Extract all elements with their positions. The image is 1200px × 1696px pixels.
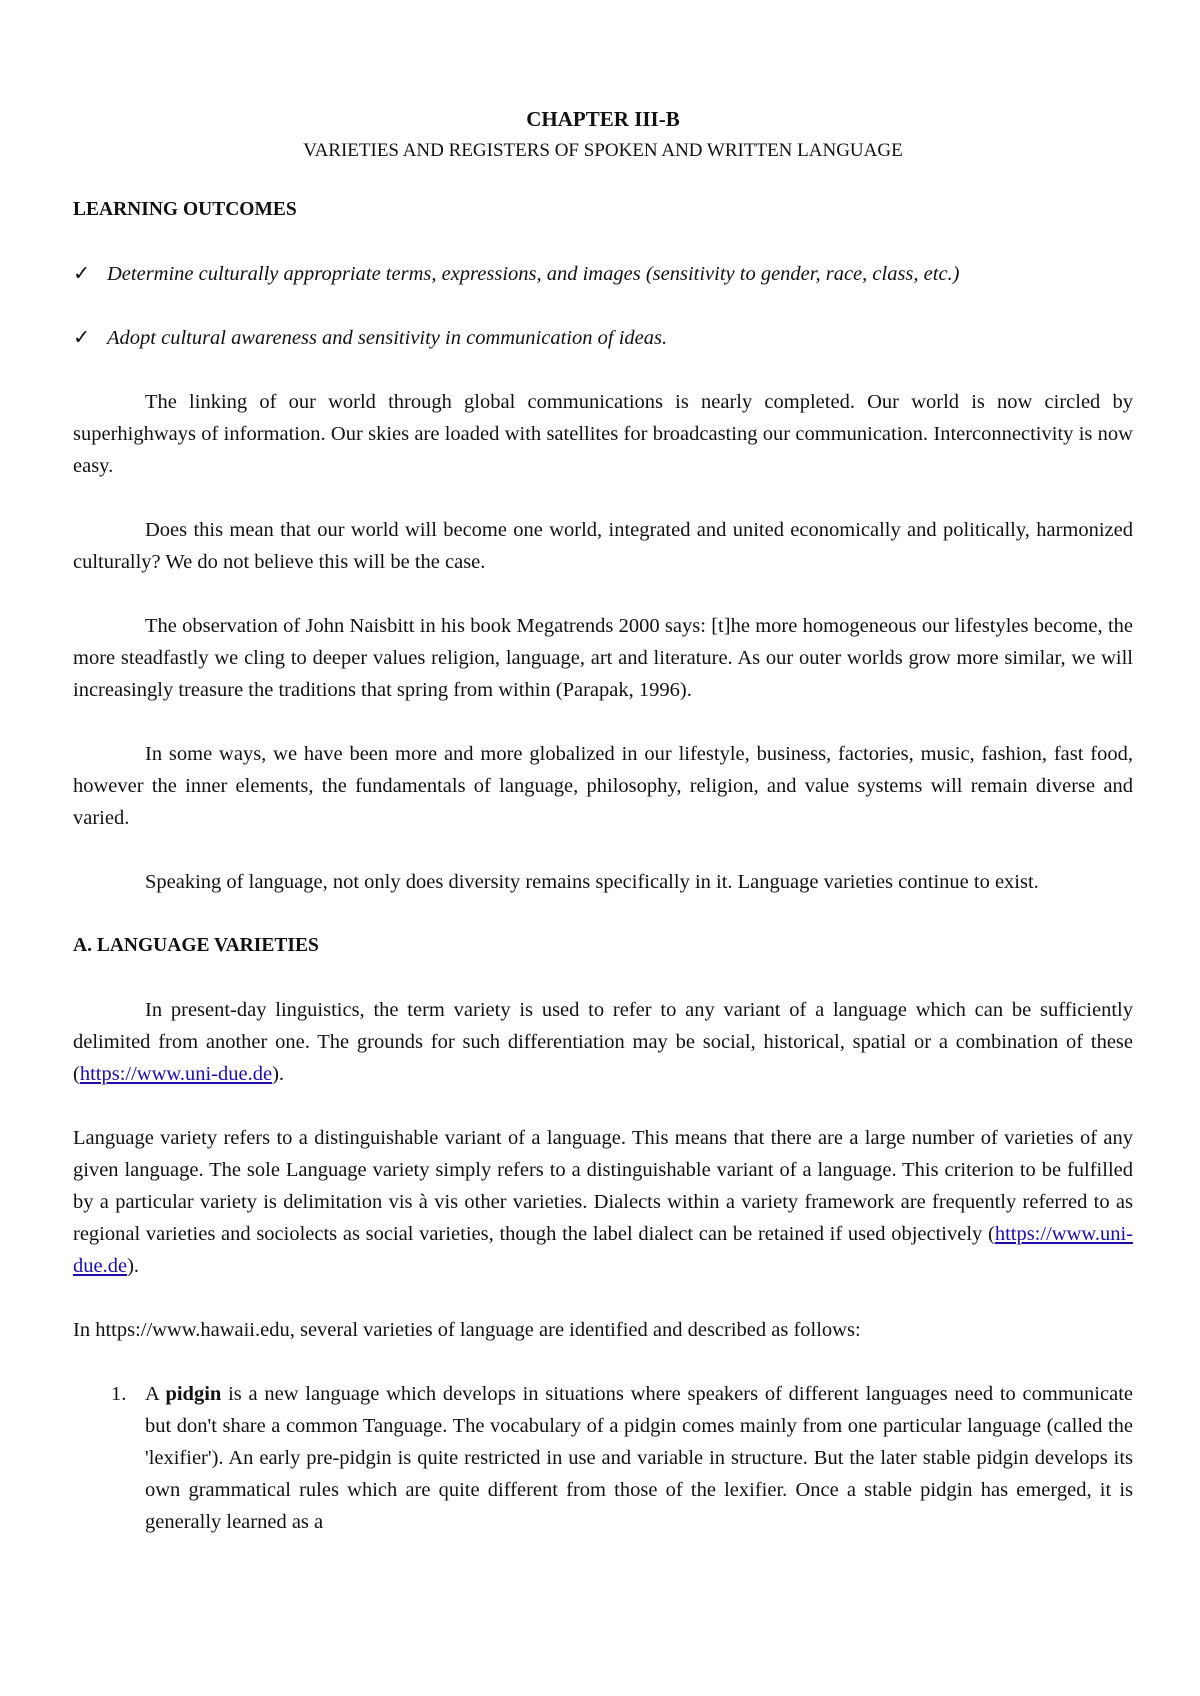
- body-paragraph: Speaking of language, not only does diversity remains specifically in it. Language varieties continue to exist.: [145, 871, 1039, 893]
- uni-due-link[interactable]: https://www.uni-due.de: [79, 1063, 273, 1085]
- uni-due-link[interactable]: https://www.uni-due.de: [73, 1223, 1133, 1277]
- section-a-heading: A. LANGUAGE VARIETIES: [73, 935, 319, 956]
- list-item-body: is a new language which develops in situations where speakers of different languages need to communicate but don't share a common Tanguage. The vocabulary of a pidgin comes mainly from one particular language (called the 'lexifier'). An early pre-pidgin is quite restricted in use and variable in structure. But the later stable pidgin develops its own grammatical rules which are quite different from those of the lexifier. Once a stable pidgin has emerged, it is generally learned as a: [145, 1383, 1133, 1533]
- paragraph-text: Language variety refers to a distinguishable variant of a language. This means that there are a large number of varieties of any given language. The sole Language variety simply refers to a distinguishable variant of a language. This criterion to be fulfilled by a particular variety is delimitation vis à vis other varieties. Dialects within a variety framework are frequently referred to as regional varieties and sociolects as social varieties, though the label dialect can be retained if used objectively (: [73, 1127, 1133, 1245]
- learning-outcomes-heading: LEARNING OUTCOMES: [73, 199, 297, 220]
- chapter-title: CHAPTER III-B: [526, 107, 680, 131]
- section-a-paragraph: [73, 994, 1133, 1090]
- section-a-paragraph: [73, 1122, 1133, 1282]
- body-paragraph: The observation of John Naisbitt in his book Megatrends 2000 says: [t]he more homogeneous our lifestyles become, the more steadfastly we cling to deeper values religion, language, art and literature. As our outer worlds grow more similar, we will increasingly treasure the traditions that spring from within (Parapak, 1996).: [73, 615, 1133, 701]
- learning-outcome-text: Adopt cultural awareness and sensitivity in communication of ideas.: [107, 327, 668, 349]
- paragraph-end: ).: [127, 1255, 140, 1277]
- chapter-subtitle: VARIETIES AND REGISTERS OF SPOKEN AND WRITTEN LANGUAGE: [303, 140, 903, 161]
- list-item-number: 1.: [111, 1383, 127, 1405]
- document-page: [73, 103, 1133, 1538]
- body-paragraph: In some ways, we have been more and more globalized in our lifestyle, business, factories, music, fashion, fast food, however the inner elements, the fundamentals of language, philosophy, religion, and value systems will remain diverse and varied.: [73, 743, 1133, 829]
- varieties-list: [73, 1378, 1133, 1538]
- learning-outcome-item: [73, 322, 1133, 354]
- list-item: [73, 1378, 1133, 1538]
- paragraph-text: In present-day linguistics, the term variety is used to refer to any variant of a language which can be sufficiently delimited from another one. The grounds for such differentiation may be social, historical, spatial or a combination of these (: [73, 999, 1133, 1085]
- section-a-paragraph: In https://www.hawaii.edu, several varieties of language are identified and described as follows:: [73, 1319, 861, 1341]
- paragraph-end: ).: [272, 1063, 285, 1085]
- checkmark-icon: ✓: [73, 327, 91, 349]
- learning-outcome-text: Determine culturally appropriate terms, expressions, and images (sensitivity to gender, race, class, etc.): [107, 263, 960, 285]
- list-item-term: pidgin: [165, 1383, 222, 1405]
- body-paragraph: The linking of our world through global communications is nearly completed. Our world is now circled by superhighways of information. Our skies are loaded with satellites for broadcasting our communication. Interconnectivity is now easy.: [73, 391, 1133, 477]
- learning-outcome-item: [73, 258, 1133, 290]
- list-item-text: [145, 1378, 1133, 1538]
- checkmark-icon: ✓: [73, 263, 91, 285]
- list-item-prefix: A: [145, 1383, 166, 1405]
- body-paragraph: Does this mean that our world will become one world, integrated and united economically and politically, harmonized culturally? We do not believe this will be the case.: [73, 519, 1133, 573]
